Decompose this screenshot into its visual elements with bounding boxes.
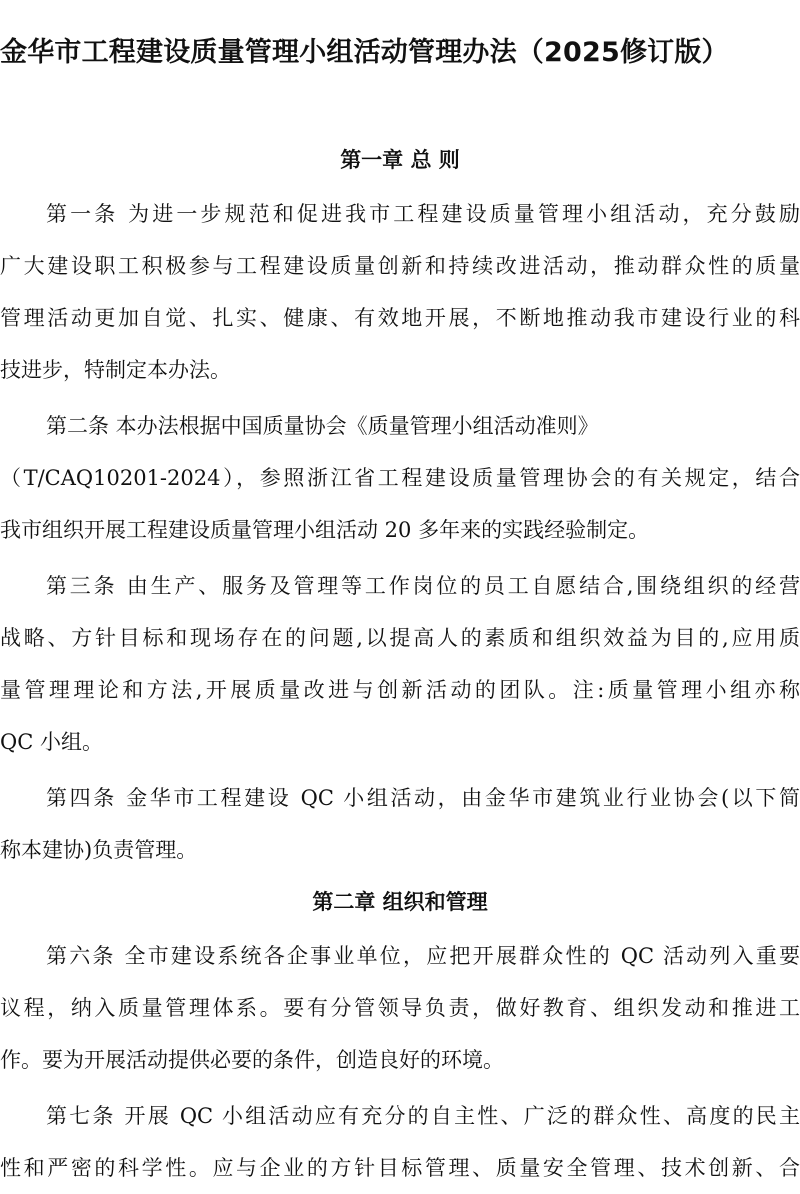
article-line: 第四条 金华市工程建设 QC 小组活动，由金华市建筑业行业协会(以下简 [46, 786, 800, 810]
article-line: 第六条 全市建设系统各企事业单位，应把开展群众性的 QC 活动列入重要 [46, 944, 800, 968]
article-line: （T/CAQ10201-2024），参照浙江省工程建设质量管理协会的有关规定，结合 [0, 466, 800, 490]
article-line: 性和严密的科学性。应与企业的方针目标管理、质量安全管理、技术创新、合 [0, 1156, 800, 1180]
article-2 [0, 400, 800, 556]
article-line: 广大建设职工积极参与工程建设质量创新和持续改进活动，推动群众性的质量 [0, 254, 800, 278]
article-3 [0, 560, 800, 768]
article-line: QC 小组。 [0, 730, 103, 754]
article-1 [0, 188, 800, 396]
article-line: 称本建协)负责管理。 [0, 838, 198, 862]
article-line: 第三条 由生产、服务及管理等工作岗位的员工自愿结合,围绕组织的经营 [46, 574, 800, 598]
article-line: 量管理理论和方法,开展质量改进与创新活动的团队。注:质量管理小组亦称 [0, 678, 800, 702]
chapter-heading: 第二章 组织和管理 [312, 890, 488, 914]
article-line: 技进步，特制定本办法。 [0, 358, 231, 382]
document-title: 金华市工程建设质量管理小组活动管理办法（2025修订版） [0, 37, 729, 68]
article-line: 战略、方针目标和现场存在的问题,以提高人的素质和组织效益为目的,应用质 [0, 626, 800, 650]
article-line: 我市组织开展工程建设质量管理小组活动 20 多年来的实践经验制定。 [0, 518, 650, 542]
article-4 [0, 772, 800, 876]
article-line: 第七条 开展 QC 小组活动应有充分的自主性、广泛的群众性、高度的民主 [46, 1104, 800, 1128]
chapter-heading: 第一章 总 则 [340, 148, 460, 172]
article-line: 议程，纳入质量管理体系。要有分管领导负责，做好教育、组织发动和推进工 [0, 996, 800, 1020]
article-line: 作。要为开展活动提供必要的条件，创造良好的环境。 [0, 1048, 504, 1072]
article-6 [0, 930, 800, 1086]
article-line: 第二条 本办法根据中国质量协会《质量管理小组活动准则》 [46, 414, 599, 438]
article-7 [0, 1090, 800, 1194]
article-line: 管理活动更加自觉、扎实、健康、有效地开展，不断地推动我市建设行业的科 [0, 306, 800, 330]
article-line: 第一条 为进一步规范和促进我市工程建设质量管理小组活动，充分鼓励 [46, 202, 800, 226]
